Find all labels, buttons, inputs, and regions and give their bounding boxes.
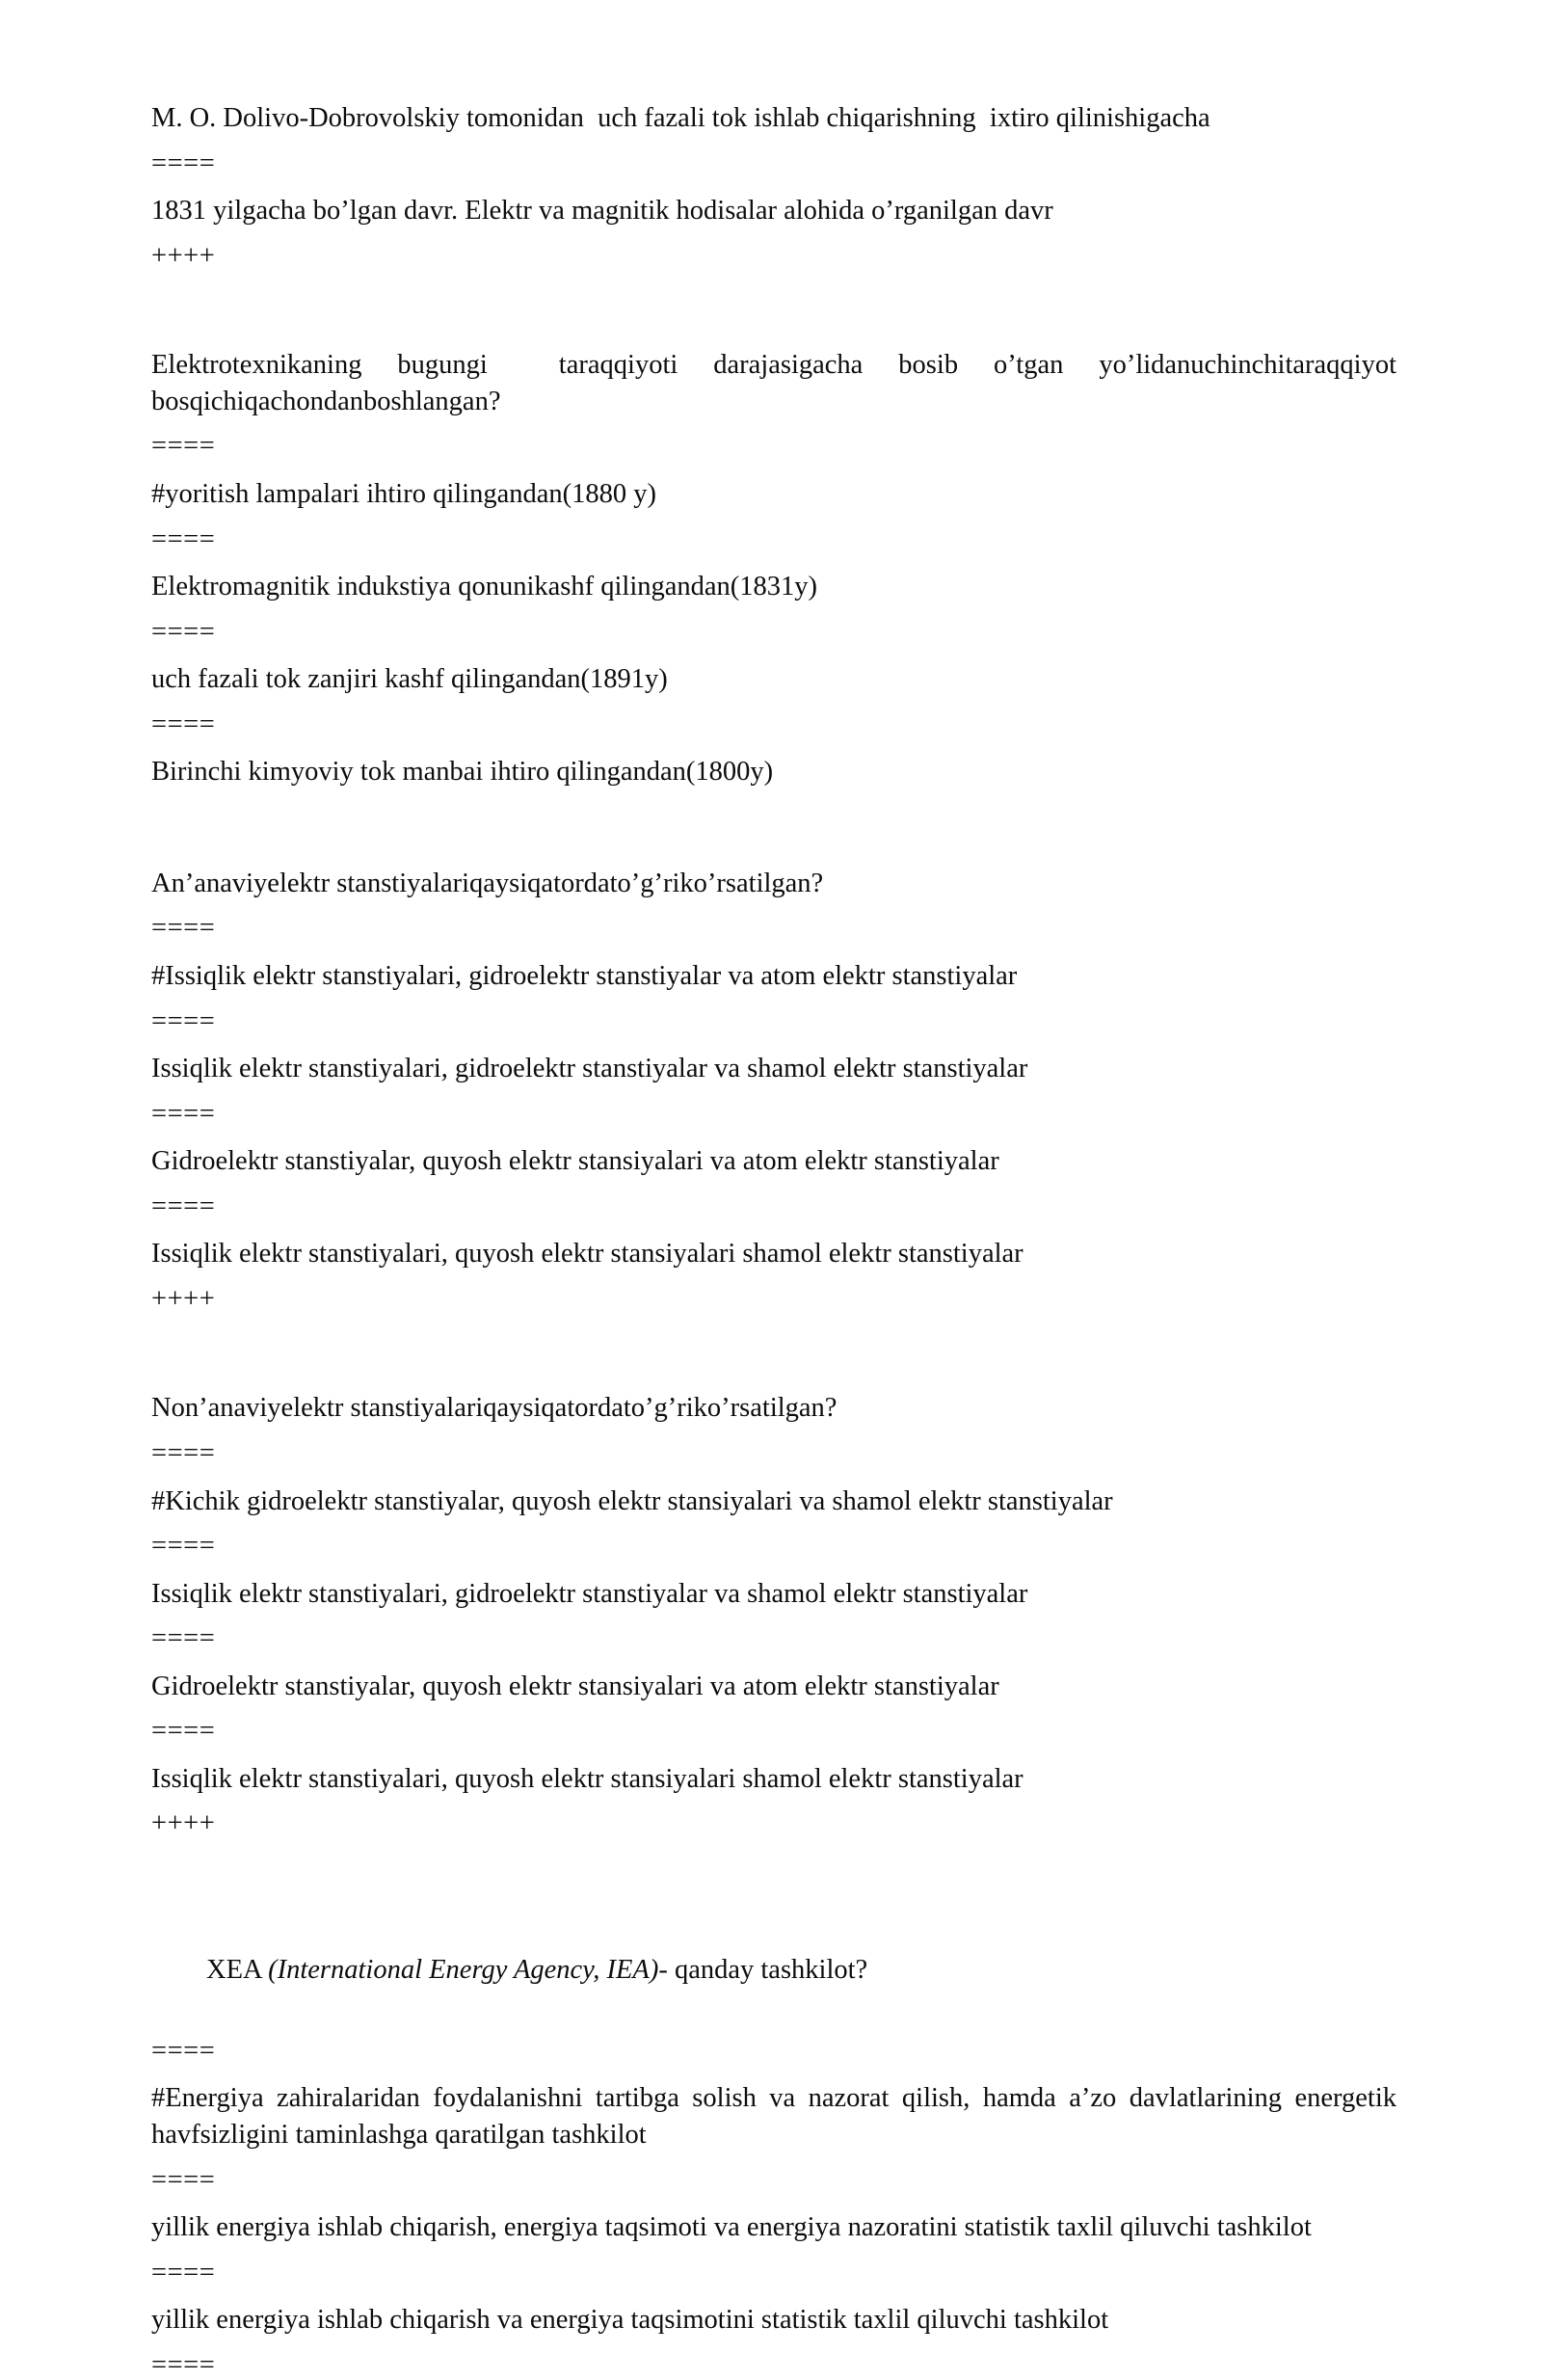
answer-separator: ==== [151, 1190, 216, 1221]
answer-option: Gidroelektr stanstiyalar, quyosh elektr stansiyalari va atom elektr stanstiyalar [151, 1671, 999, 1701]
answer-separator: ==== [151, 1531, 216, 1562]
answer-separator: ==== [151, 147, 216, 178]
answer-option: 1831 yilgacha bo’lgan davr. Elektr va magnitik hodisalar alohida o’rganilgan davr [151, 196, 1053, 227]
answer-separator: ==== [151, 913, 216, 944]
answer-separator: ==== [151, 1716, 216, 1747]
block-gap [151, 804, 1396, 866]
answer-option: Issiqlik elektr stanstiyalari, quyosh elektr stansiyalari shamol elektr stanstiyalar [151, 1763, 1024, 1794]
block-gap [151, 285, 1396, 347]
block-end-separator: ++++ [151, 1283, 216, 1314]
answer-separator: ==== [151, 523, 216, 554]
answer-option: #yoritish lampalari ihtiro qilingandan(1880 y) [151, 478, 656, 509]
answer-separator: ==== [151, 431, 216, 462]
answer-option: Issiqlik elektr stanstiyalari, quyosh elektr stansiyalari shamol elektr stanstiyalar [151, 1239, 1024, 1270]
question-stem-part-plain: XEA [206, 1954, 269, 1985]
block-end-separator: ++++ [151, 240, 216, 271]
question-block-3 [151, 866, 1396, 1314]
question-block-1 [151, 100, 1396, 270]
answer-option: yillik energiya ishlab chiqarish va energiya taqsimotini statistik taxlil qiluvchi tashkilot [151, 2305, 1109, 2336]
answer-separator: ==== [151, 2035, 216, 2066]
answer-option: Issiqlik elektr stanstiyalari, gidroelektr stanstiyalar va shamol elektr stanstiyalar [151, 1054, 1028, 1084]
answer-option: Elektromagnitik indukstiya qonunikashf qilingandan(1831y) [151, 572, 818, 602]
question-stem: M. O. Dolivo-Dobrovolskiy tomonidan uch fazali tok ishlab chiqarishning ixtiro qilinishigacha [151, 103, 1210, 133]
answer-separator: ==== [151, 1005, 216, 1036]
answer-option: yillik energiya ishlab chiqarish, energiya taqsimoti va energiya nazoratini statistik taxlil qiluvchi tashkilot [151, 2212, 1312, 2243]
block-gap [151, 1328, 1396, 1390]
answer-option: Birinchi kimyoviy tok manbai ihtiro qilingandan(1800y) [151, 757, 774, 788]
block-end-separator: ++++ [151, 1808, 216, 1839]
question-stem-part-italic: (International Energy Agency, IEA) [268, 1954, 659, 1985]
answer-option: #Energiya zahiralaridan foydalanishni tartibga solish va nazorat qilish, hamda a’zo davlatlarining energetik havfsizligini taminlashga qaratilgan tashkilot [151, 2083, 1404, 2150]
question-stem [151, 1915, 1396, 2024]
answer-option: Gidroelektr stanstiyalar, quyosh elektr stansiyalari va atom elektr stanstiyalar [151, 1146, 999, 1177]
answer-separator: ==== [151, 1098, 216, 1129]
question-block-2 [151, 347, 1404, 790]
question-block-4 [151, 1390, 1396, 1838]
answer-option: uch fazali tok zanjiri kashf qilingandan(1891y) [151, 664, 668, 695]
question-stem: Non’anaviyelektr stanstiyalariqaysiqatordato’g’riko’rsatilgan? [151, 1393, 837, 1424]
question-stem: Elektrotexnikaning bugungi taraqqiyoti darajasigacha bosib o’tgan yo’lidanuchinchitaraqqiyot bosqichiqachondanboshlangan? [151, 350, 1404, 416]
answer-separator: ==== [151, 1623, 216, 1654]
answer-separator: ==== [151, 616, 216, 647]
answer-separator: ==== [151, 2257, 216, 2287]
answer-option: #Kichik gidroelektr stanstiyalar, quyosh elektr stansiyalari va shamol elektr stanstiyalar [151, 1485, 1113, 1516]
answer-option: #Issiqlik elektr stanstiyalari, gidroelektr stanstiyalar va atom elektr stanstiyalar [151, 960, 1018, 991]
answer-separator: ==== [151, 2349, 216, 2380]
answer-separator: ==== [151, 2164, 216, 2195]
question-stem-part-tail: - qanday tashkilot? [658, 1954, 868, 1985]
document-body [151, 100, 1404, 2380]
question-stem: An’anaviyelektr stanstiyalariqaysiqatordato’g’riko’rsatilgan? [151, 868, 824, 898]
answer-option: Issiqlik elektr stanstiyalari, gidroelektr stanstiyalar va shamol elektr stanstiyalar [151, 1578, 1028, 1609]
answer-separator: ==== [151, 1438, 216, 1469]
block-gap [151, 1854, 1396, 1915]
answer-separator: ==== [151, 709, 216, 739]
question-block-5 [151, 1915, 1404, 2380]
